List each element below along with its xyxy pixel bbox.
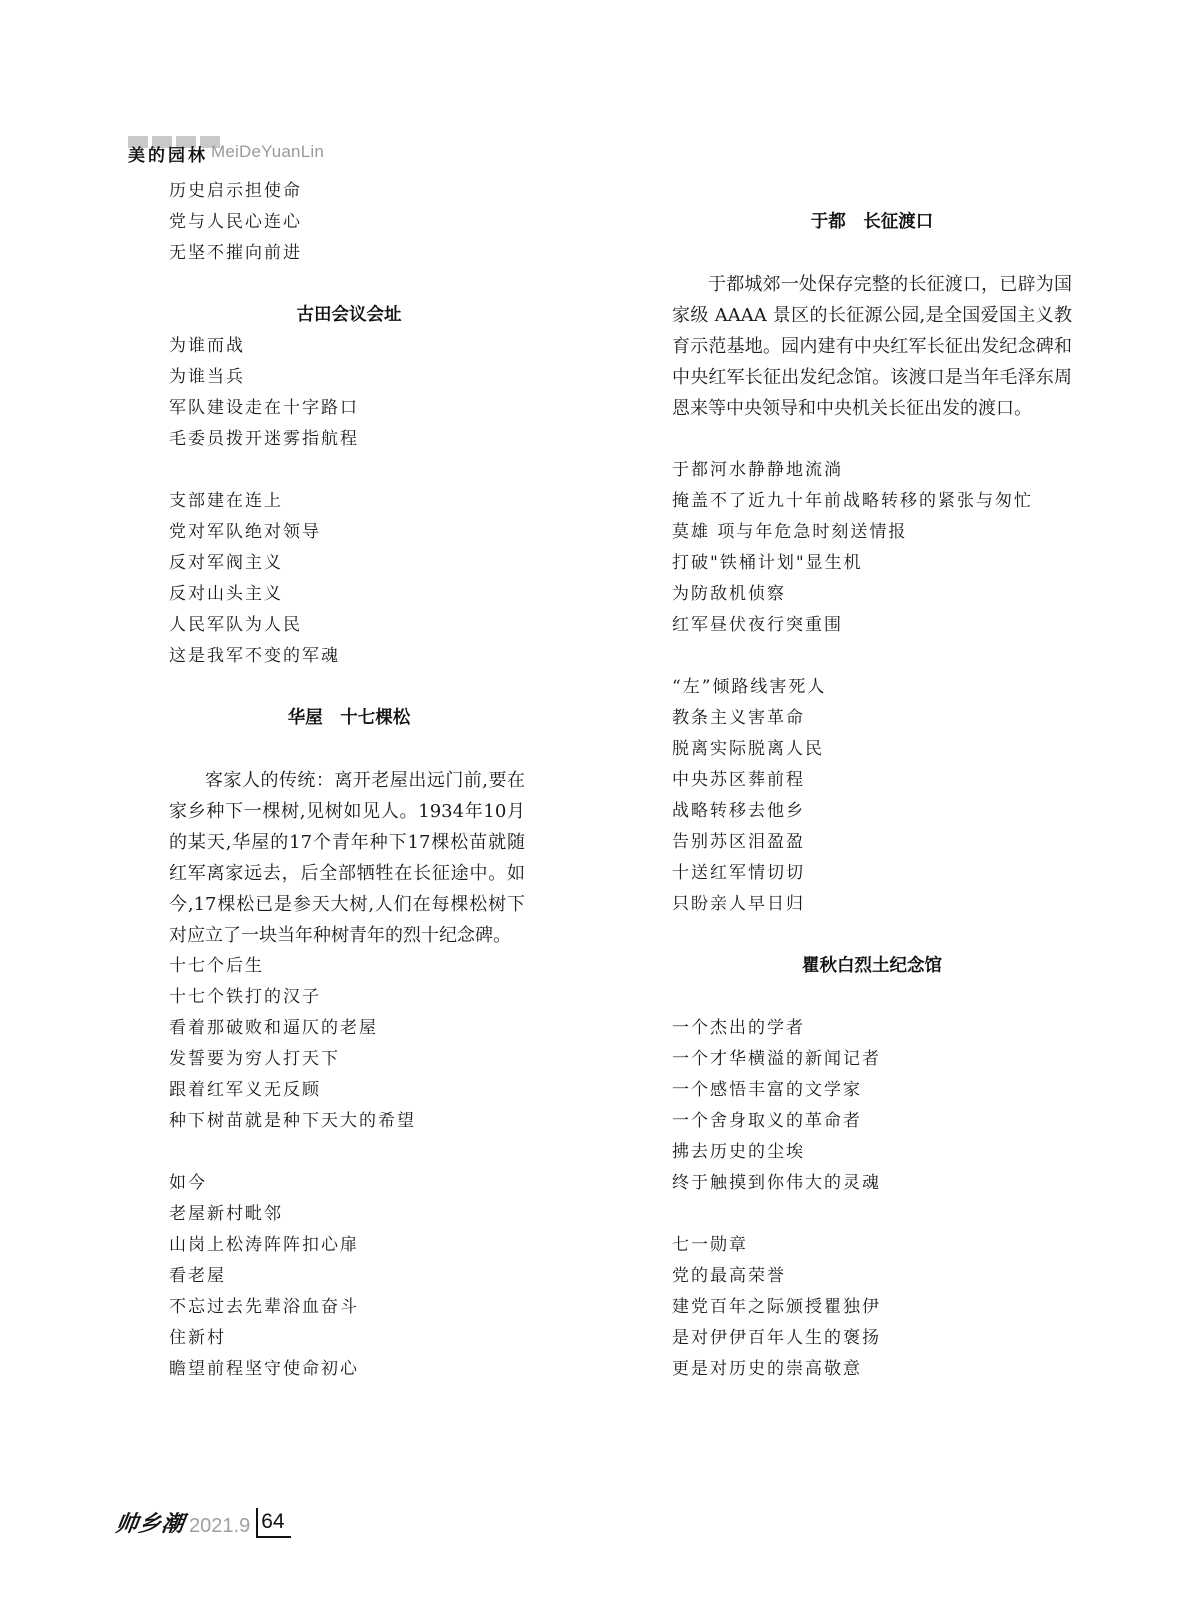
poem-line: 十七个铁打的汉子 xyxy=(169,987,321,1007)
poem-line: 不忘过去先辈浴血奋斗 xyxy=(169,1297,359,1317)
poem-line: 支部建在连上 xyxy=(169,491,283,511)
stanza-gap xyxy=(672,641,1092,672)
poem-line: “左”倾路线害死人 xyxy=(672,677,827,697)
section-heading: 瞿秋白烈土纪念馆 xyxy=(802,956,942,976)
poem-line: 党对军队绝对领导 xyxy=(169,522,321,542)
poem-line: 十七个后生 xyxy=(169,956,264,976)
poem-line: 住新村 xyxy=(169,1328,226,1348)
poem-line: 更是对历史的崇高敬意 xyxy=(672,1359,862,1379)
poem-line: 一个才华横溢的新闻记者 xyxy=(672,1049,881,1069)
left-column xyxy=(169,176,529,1385)
poem-line: 党与人民心连心 xyxy=(169,212,302,232)
poem-line: 一个杰出的学者 xyxy=(672,1018,805,1038)
poem-line: 这是我军不变的军魂 xyxy=(169,646,340,666)
poem-line: 无坚不摧向前进 xyxy=(169,243,302,263)
section-heading: 古田会议会址 xyxy=(296,305,402,325)
poem-line: 如今 xyxy=(169,1173,207,1193)
poem-line: 战略转移去他乡 xyxy=(672,801,805,821)
section-header xyxy=(128,136,324,166)
section-title-latin: MeiDeYuanLin xyxy=(211,142,324,161)
right-column xyxy=(672,176,1092,1385)
poem-line: 是对伊伊百年人生的褒扬 xyxy=(672,1328,881,1348)
poem-line: 毛委员拨开迷雾指航程 xyxy=(169,429,359,449)
poem-line: 历史启示担使命 xyxy=(169,181,302,201)
poem-line: 山岗上松涛阵阵扣心扉 xyxy=(169,1235,359,1255)
poem-line: 脱离实际脱离人民 xyxy=(672,739,824,759)
poem-line: 莫雄 项与年危急时刻送情报 xyxy=(672,522,908,542)
poem-line: 拂去历史的尘埃 xyxy=(672,1142,805,1162)
magazine-logo: 帅乡潮 xyxy=(113,1511,187,1537)
stanza-gap xyxy=(672,1199,1092,1230)
stanza-gap xyxy=(169,1137,529,1168)
stanza-gap xyxy=(169,734,529,765)
poem-line: 看着那破败和逼仄的老屋 xyxy=(169,1018,378,1038)
poem-line: 教条主义害革命 xyxy=(672,708,805,728)
poem-line: 看老屋 xyxy=(169,1266,226,1286)
poem-line: 为防敌机侦察 xyxy=(672,584,786,604)
poem-line: 中央苏区葬前程 xyxy=(672,770,805,790)
poem-line: 打破"铁桶计划"显生机 xyxy=(672,553,863,573)
poem-line: 于都河水静静地流淌 xyxy=(672,460,843,480)
section-title: 美 的 园 林 xyxy=(128,145,205,166)
poem-line: 告别苏区泪盈盈 xyxy=(672,832,805,852)
section-heading: 华屋 十七棵松 xyxy=(287,708,411,728)
prose-paragraph: 于都城郊一处保存完整的长征渡口，已辟为国家级 AAAA 景区的长征源公园,是全国爱国主义教育示范基地。园内建有中央红军长征出发纪念碑和中央红军长征出发纪念馆。该渡口是当年毛泽东周恩来等中央领导和中央机关长征出发的渡口。 xyxy=(672,274,1072,419)
poem-line: 终于触摸到你伟大的灵魂 xyxy=(672,1173,881,1193)
poem-line: 党的最高荣誉 xyxy=(672,1266,786,1286)
stanza-gap xyxy=(672,920,1092,951)
stanza-gap xyxy=(672,238,1092,269)
poem-line: 一个感悟丰富的文学家 xyxy=(672,1080,862,1100)
poem-line: 老屋新村毗邻 xyxy=(169,1204,283,1224)
poem-line: 建党百年之际颁授瞿独伊 xyxy=(672,1297,881,1317)
poem-line: 为谁而战 xyxy=(169,336,245,356)
page-footer xyxy=(113,1504,291,1538)
stanza-gap xyxy=(169,269,529,300)
stanza-gap xyxy=(672,982,1092,1013)
poem-line: 军队建设走在十字路口 xyxy=(169,398,359,418)
poem-line: 反对军阀主义 xyxy=(169,553,283,573)
poem-line: 瞻望前程坚守使命初心 xyxy=(169,1359,359,1379)
stanza-gap xyxy=(672,176,1092,207)
poem-line: 人民军队为人民 xyxy=(169,615,302,635)
poem-line: 红军昼伏夜行突重围 xyxy=(672,615,843,635)
poem-line: 为谁当兵 xyxy=(169,367,245,387)
page-number: 64 xyxy=(256,1508,290,1538)
stanza-gap xyxy=(169,672,529,703)
poem-line: 七一勋章 xyxy=(672,1235,748,1255)
poem-line: 反对山头主义 xyxy=(169,584,283,604)
stanza-gap xyxy=(169,455,529,486)
poem-line: 发誓要为穷人打天下 xyxy=(169,1049,340,1069)
poem-line: 一个舍身取义的革命者 xyxy=(672,1111,862,1131)
poem-line: 掩盖不了近九十年前战略转移的紧张与匆忙 xyxy=(672,491,1033,511)
poem-line: 种下树苗就是种下天大的希望 xyxy=(169,1111,416,1131)
poem-line: 只盼亲人早日归 xyxy=(672,894,805,914)
poem-line: 十送红军情切切 xyxy=(672,863,805,883)
poem-line: 跟着红军义无反顾 xyxy=(169,1080,321,1100)
section-heading: 于都 长征渡口 xyxy=(810,212,934,232)
issue-date: 2021.9 xyxy=(189,1515,251,1537)
prose-paragraph: 客家人的传统：离开老屋出远门前,要在家乡种下一棵树,见树如见人。1934年10月的某天,华屋的17个青年种下17棵松苗就随红军离家远去，后全部牺牲在长征途中。如今,17棵松已是参天大树,人们在每棵松树下对应立了一块当年种树青年的烈十纪念碑。 xyxy=(169,770,525,946)
stanza-gap xyxy=(672,424,1092,455)
